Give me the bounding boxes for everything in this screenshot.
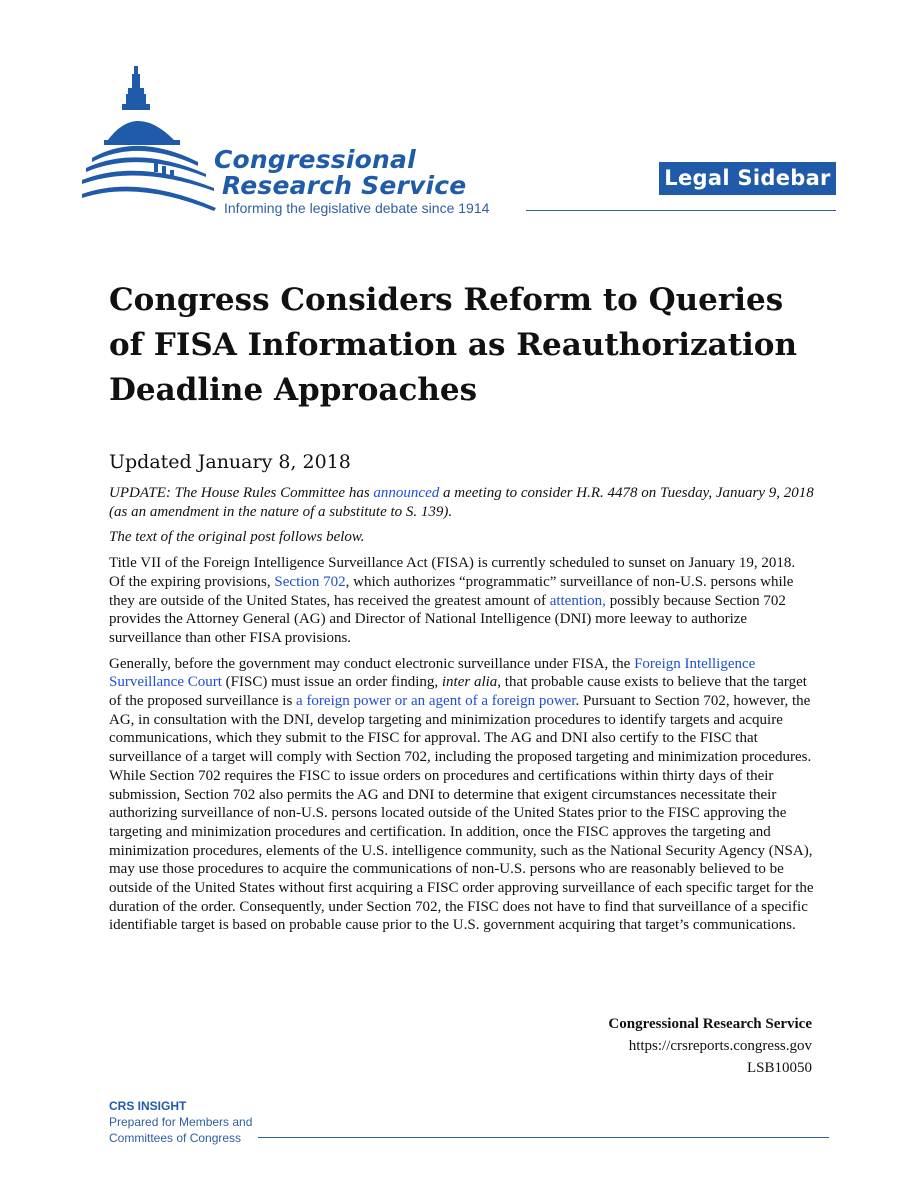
section-702-link[interactable]: Section 702 [274, 573, 346, 590]
document-body [109, 484, 814, 942]
paragraph-2-text-4: . Pursuant to Section 702, however, the AG, in consultation with the DNI, develop targeting and minimization procedures to identify targets and acquire communications, which they submit to the FISC for approval. The AG and DNI also certify to the FISC that surveillance of a target will comply with Section 702, including the proposed targeting and minimization procedures. While Section 702 requires the FISC to issue orders on procedures and certifications within thirty days of their submission, Section 702 also permits the AG and DNI to determine that exigent circumstances necessitate their authorizing surveillance of non-U.S. persons located outside of the United States prior to the FISC approving the targeting and minimization procedures and certification. In addition, once the FISC approves the targeting and minimization procedures, elements of the U.S. intelligence community, such as the National Security Agency (NSA), may use those procedures to acquire the communications of non-U.S. persons who are reasonably believed to be outside of the United States without first acquiring a FISC order approving surveillance of each specific target for the duration of the order. Consequently, under Section 702, the FISC does not have to find that surveillance of a specific identifiable target is based on probable cause prior to the U.S. government acquiring that target’s communications. [109, 693, 814, 934]
legal-sidebar-badge: Legal Sidebar [659, 162, 836, 195]
foreign-power-link[interactable]: a foreign power or an agent of a foreign power [296, 693, 576, 710]
footer-org-block [608, 1013, 812, 1079]
header-divider [526, 210, 836, 211]
paragraph-2-text-3: , that probable cause exists to believe that the target of the proposed surveillance is [109, 674, 807, 710]
paragraph-2-text-1: Generally, before the government may conduct electronic surveillance under FISA, the [109, 655, 635, 672]
attention-link[interactable]: attention, [549, 592, 606, 609]
paragraph-1-text-2: , which authorizes “programmatic” surveillance of non-U.S. persons while they are outside of the United States, has received the greatest amount of [109, 573, 794, 609]
updated-date: Updated January 8, 2018 [109, 451, 351, 473]
fisc-link[interactable]: Foreign Intelligence Surveillance Court [109, 655, 756, 691]
crs-insight-label: CRS INSIGHT [109, 1099, 187, 1113]
document-title: Congress Considers Reform to Queries of FISA Information as Reauthorization Deadline Approaches [109, 282, 798, 408]
page-header [0, 0, 920, 230]
announced-link[interactable]: announced [373, 485, 440, 501]
paragraph-1-text-1: Title VII of the Foreign Intelligence Surveillance Act (FISA) is currently scheduled to sunset on January 19, 2018. Of the expiring provisions, [109, 555, 796, 590]
footer-divider [258, 1137, 829, 1138]
org-name-line-1: Congressional [214, 145, 416, 174]
org-tagline: Informing the legislative debate since 1914 [224, 200, 490, 216]
paragraph-1-text-3: possibly because Section 702 provides the Attorney General (AG) and Director of National Intelligence (DNI) more leeway to authorize surveillance than other FISA provisions. [109, 592, 786, 646]
crs-insight-block [109, 1098, 252, 1146]
org-name-line-2: Research Service [222, 171, 467, 200]
original-post-note: The text of the original post follows below. [109, 529, 365, 546]
update-note-text-2: a meeting to consider H.R. 4478 on Tuesday, January 9, 2018 (as an amendment in the nature of a substitute to S. 139). [109, 485, 814, 520]
crs-insight-line-1: Prepared for Members and [109, 1115, 253, 1129]
footer-url[interactable]: https://crsreports.congress.gov [628, 1038, 812, 1054]
footer-doc-id: LSB10050 [746, 1060, 812, 1076]
update-note-text: UPDATE: The House Rules Committee has [109, 485, 374, 501]
inter-alia-text: inter alia [441, 674, 498, 691]
paragraph-1 [109, 554, 814, 648]
update-note [109, 484, 814, 521]
crs-insight-line-2: Committees of Congress [109, 1131, 242, 1145]
paragraph-2 [109, 655, 814, 936]
paragraph-2-text-2: (FISC) must issue an order finding, [221, 674, 442, 691]
capitol-dome-logo-icon [78, 62, 218, 212]
footer-org-name: Congressional Research Service [608, 1016, 812, 1032]
